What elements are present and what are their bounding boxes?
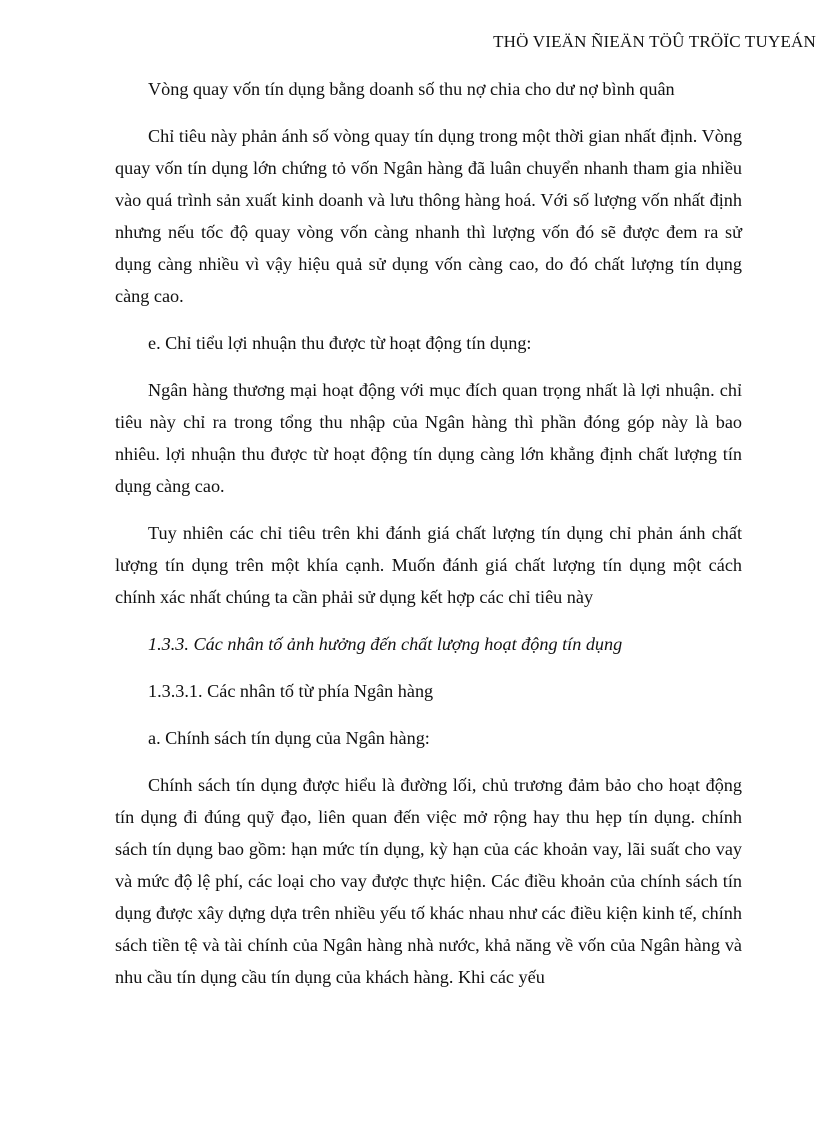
heading-profit-indicator: e. Chỉ tiểu lợi nhuận thu được từ hoạt động tín dụng: — [148, 333, 532, 353]
paragraph-credit-policy: Chính sách tín dụng được hiểu là đường lối, chủ trương đảm bảo cho hoạt động tín dụng đi đúng quỹ đạo, liên quan đến việc mở rộng hay thu hẹp tín dụng. chính sách tín dụng bao gồm: hạn mức tín dụng, kỳ hạn của các khoản vay, lãi suất cho vay và mức độ lệ phí, các loại cho vay được thực hiện. Các điều khoản của chính sách tín dụng được xây dựng dựa trên nhiều yếu tố khác nhau như các điều kiện kinh tế, chính sách tiền tệ và tài chính của Ngân hàng nhà nước, khả năng về vốn của Ngân hàng và nhu cầu tín dụng cầu tín dụng của khách hàng. Khi các yếu — [115, 775, 742, 987]
paragraph-turnover-explanation: Chỉ tiêu này phản ánh số vòng quay tín dụng trong một thời gian nhất định. Vòng quay vốn tín dụng lớn chứng tỏ vốn Ngân hàng đã luân chuyển nhanh tham gia nhiều vào quá trình sản xuất kinh doanh và lưu thông hàng hoá. Với số lượng vốn nhất định nhưng nếu tốc độ quay vòng vốn càng nhanh thì lượng vốn đó sẽ được đem ra sử dụng càng nhiều vì vậy hiệu quả sử dụng vốn càng cao, do đó chất lượng tín dụng càng cao. — [115, 126, 742, 306]
heading-credit-policy: a. Chính sách tín dụng của Ngân hàng: — [148, 728, 430, 748]
section-heading-1-3-3: 1.3.3. Các nhân tố ảnh hưởng đến chất lượng hoạt động tín dụng — [148, 634, 623, 654]
document-body — [115, 73, 742, 1008]
paragraph-profit-explanation: Ngân hàng thương mại hoạt động với mục đích quan trọng nhất là lợi nhuận. chỉ tiêu này chỉ ra trong tổng thu nhập của Ngân hàng thì phần đóng góp này là bao nhiêu. lợi nhuận thu được từ hoạt động tín dụng càng lớn khẳng định chất lượng tín dụng càng cao. — [115, 380, 742, 496]
paragraph-credit-turnover-formula: Vòng quay vốn tín dụng bằng doanh số thu nợ chia cho dư nợ bình quân — [148, 79, 675, 99]
running-header: THÖ VIEÄN ÑIEÄN TÖÛ TRÖÏC TUYEÁN — [493, 32, 816, 51]
subsection-heading-1-3-3-1: 1.3.3.1. Các nhân tố từ phía Ngân hàng — [148, 681, 434, 701]
paragraph-indicators-summary: Tuy nhiên các chỉ tiêu trên khi đánh giá chất lượng tín dụng chỉ phản ánh chất lượng tín dụng trên một khía cạnh. Muốn đánh giá chất lượng tín dụng một cách chính xác nhất chúng ta cần phải sử dụng kết hợp các chỉ tiêu này — [115, 523, 742, 607]
